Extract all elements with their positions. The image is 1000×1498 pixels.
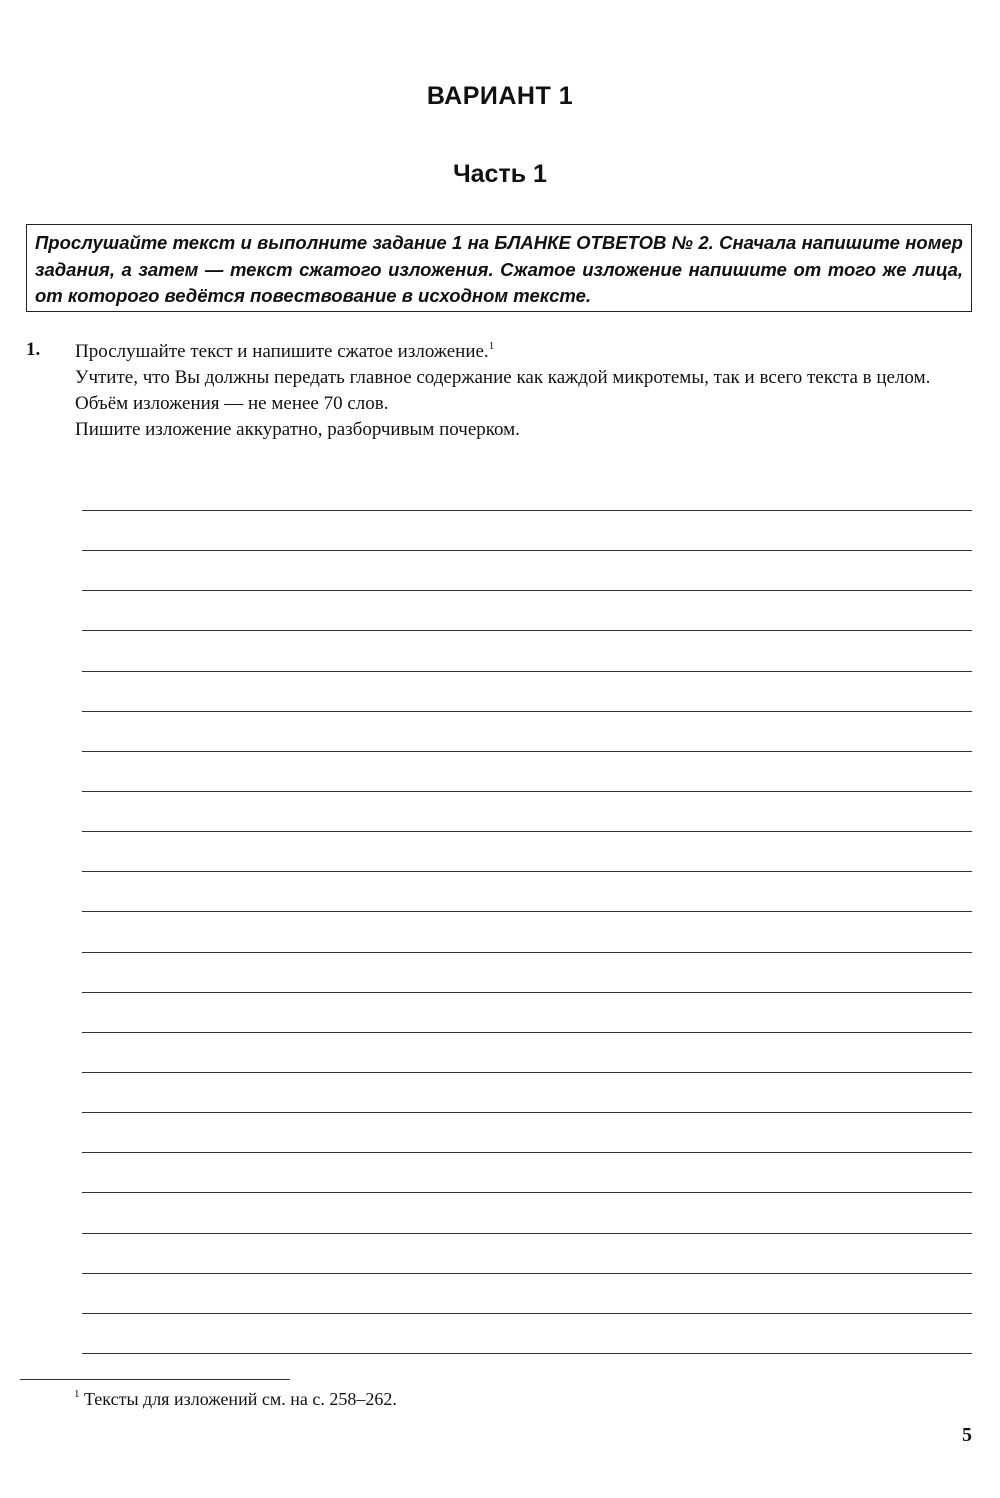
answer-line[interactable] [82, 1273, 972, 1274]
answer-line[interactable] [82, 510, 972, 511]
footnote-text: Тексты для изложений см. на с. 258–262. [84, 1389, 397, 1409]
answer-line[interactable] [82, 911, 972, 912]
answer-line[interactable] [82, 671, 972, 672]
answer-line[interactable] [82, 952, 972, 953]
answer-line[interactable] [82, 630, 972, 631]
answer-line[interactable] [82, 1032, 972, 1033]
footnote [74, 1389, 397, 1410]
answer-line[interactable] [82, 711, 972, 712]
part-title: Часть 1 [453, 160, 547, 188]
answer-line[interactable] [82, 871, 972, 872]
task-line-4: Пишите изложение аккуратно, разборчивым почерком. [75, 419, 520, 440]
page-number: 5 [962, 1424, 972, 1446]
task-line-1 [75, 339, 975, 365]
answer-line[interactable] [82, 831, 972, 832]
instruction-box [26, 224, 972, 312]
task-line-2: Учтите, что Вы должны передать главное содержание как каждой микротемы, так и всего текста в целом. [75, 367, 931, 388]
footnote-ref: 1 [488, 340, 495, 352]
instruction-text: Прослушайте текст и выполните задание 1 на БЛАНКЕ ОТВЕТОВ № 2. Сначала напишите номер задания, а затем — текст сжатого изложения. Сжатое изложение напишите от того же лица, от которого ведётся повествование в исходном тексте. [35, 232, 963, 306]
answer-line[interactable] [82, 1072, 972, 1073]
answer-line[interactable] [82, 550, 972, 551]
answer-line[interactable] [82, 1152, 972, 1153]
answer-line[interactable] [82, 992, 972, 993]
variant-title: ВАРИАНТ 1 [426, 82, 574, 110]
answer-line[interactable] [82, 791, 972, 792]
task-line-3: Объём изложения — не менее 70 слов. [75, 393, 389, 414]
footnote-rule [20, 1379, 290, 1380]
answer-line[interactable] [82, 1233, 972, 1234]
answer-line[interactable] [82, 1112, 972, 1113]
answer-line[interactable] [82, 751, 972, 752]
answer-line[interactable] [82, 1313, 972, 1314]
task-text [75, 339, 975, 443]
task-line-1-text: Прослушайте текст и напишите сжатое изложение. [75, 341, 489, 362]
answer-line[interactable] [82, 1192, 972, 1193]
answer-line[interactable] [82, 590, 972, 591]
footnote-marker: 1 [74, 1388, 80, 1400]
task-number: 1. [26, 339, 41, 360]
answer-line[interactable] [82, 1353, 972, 1354]
